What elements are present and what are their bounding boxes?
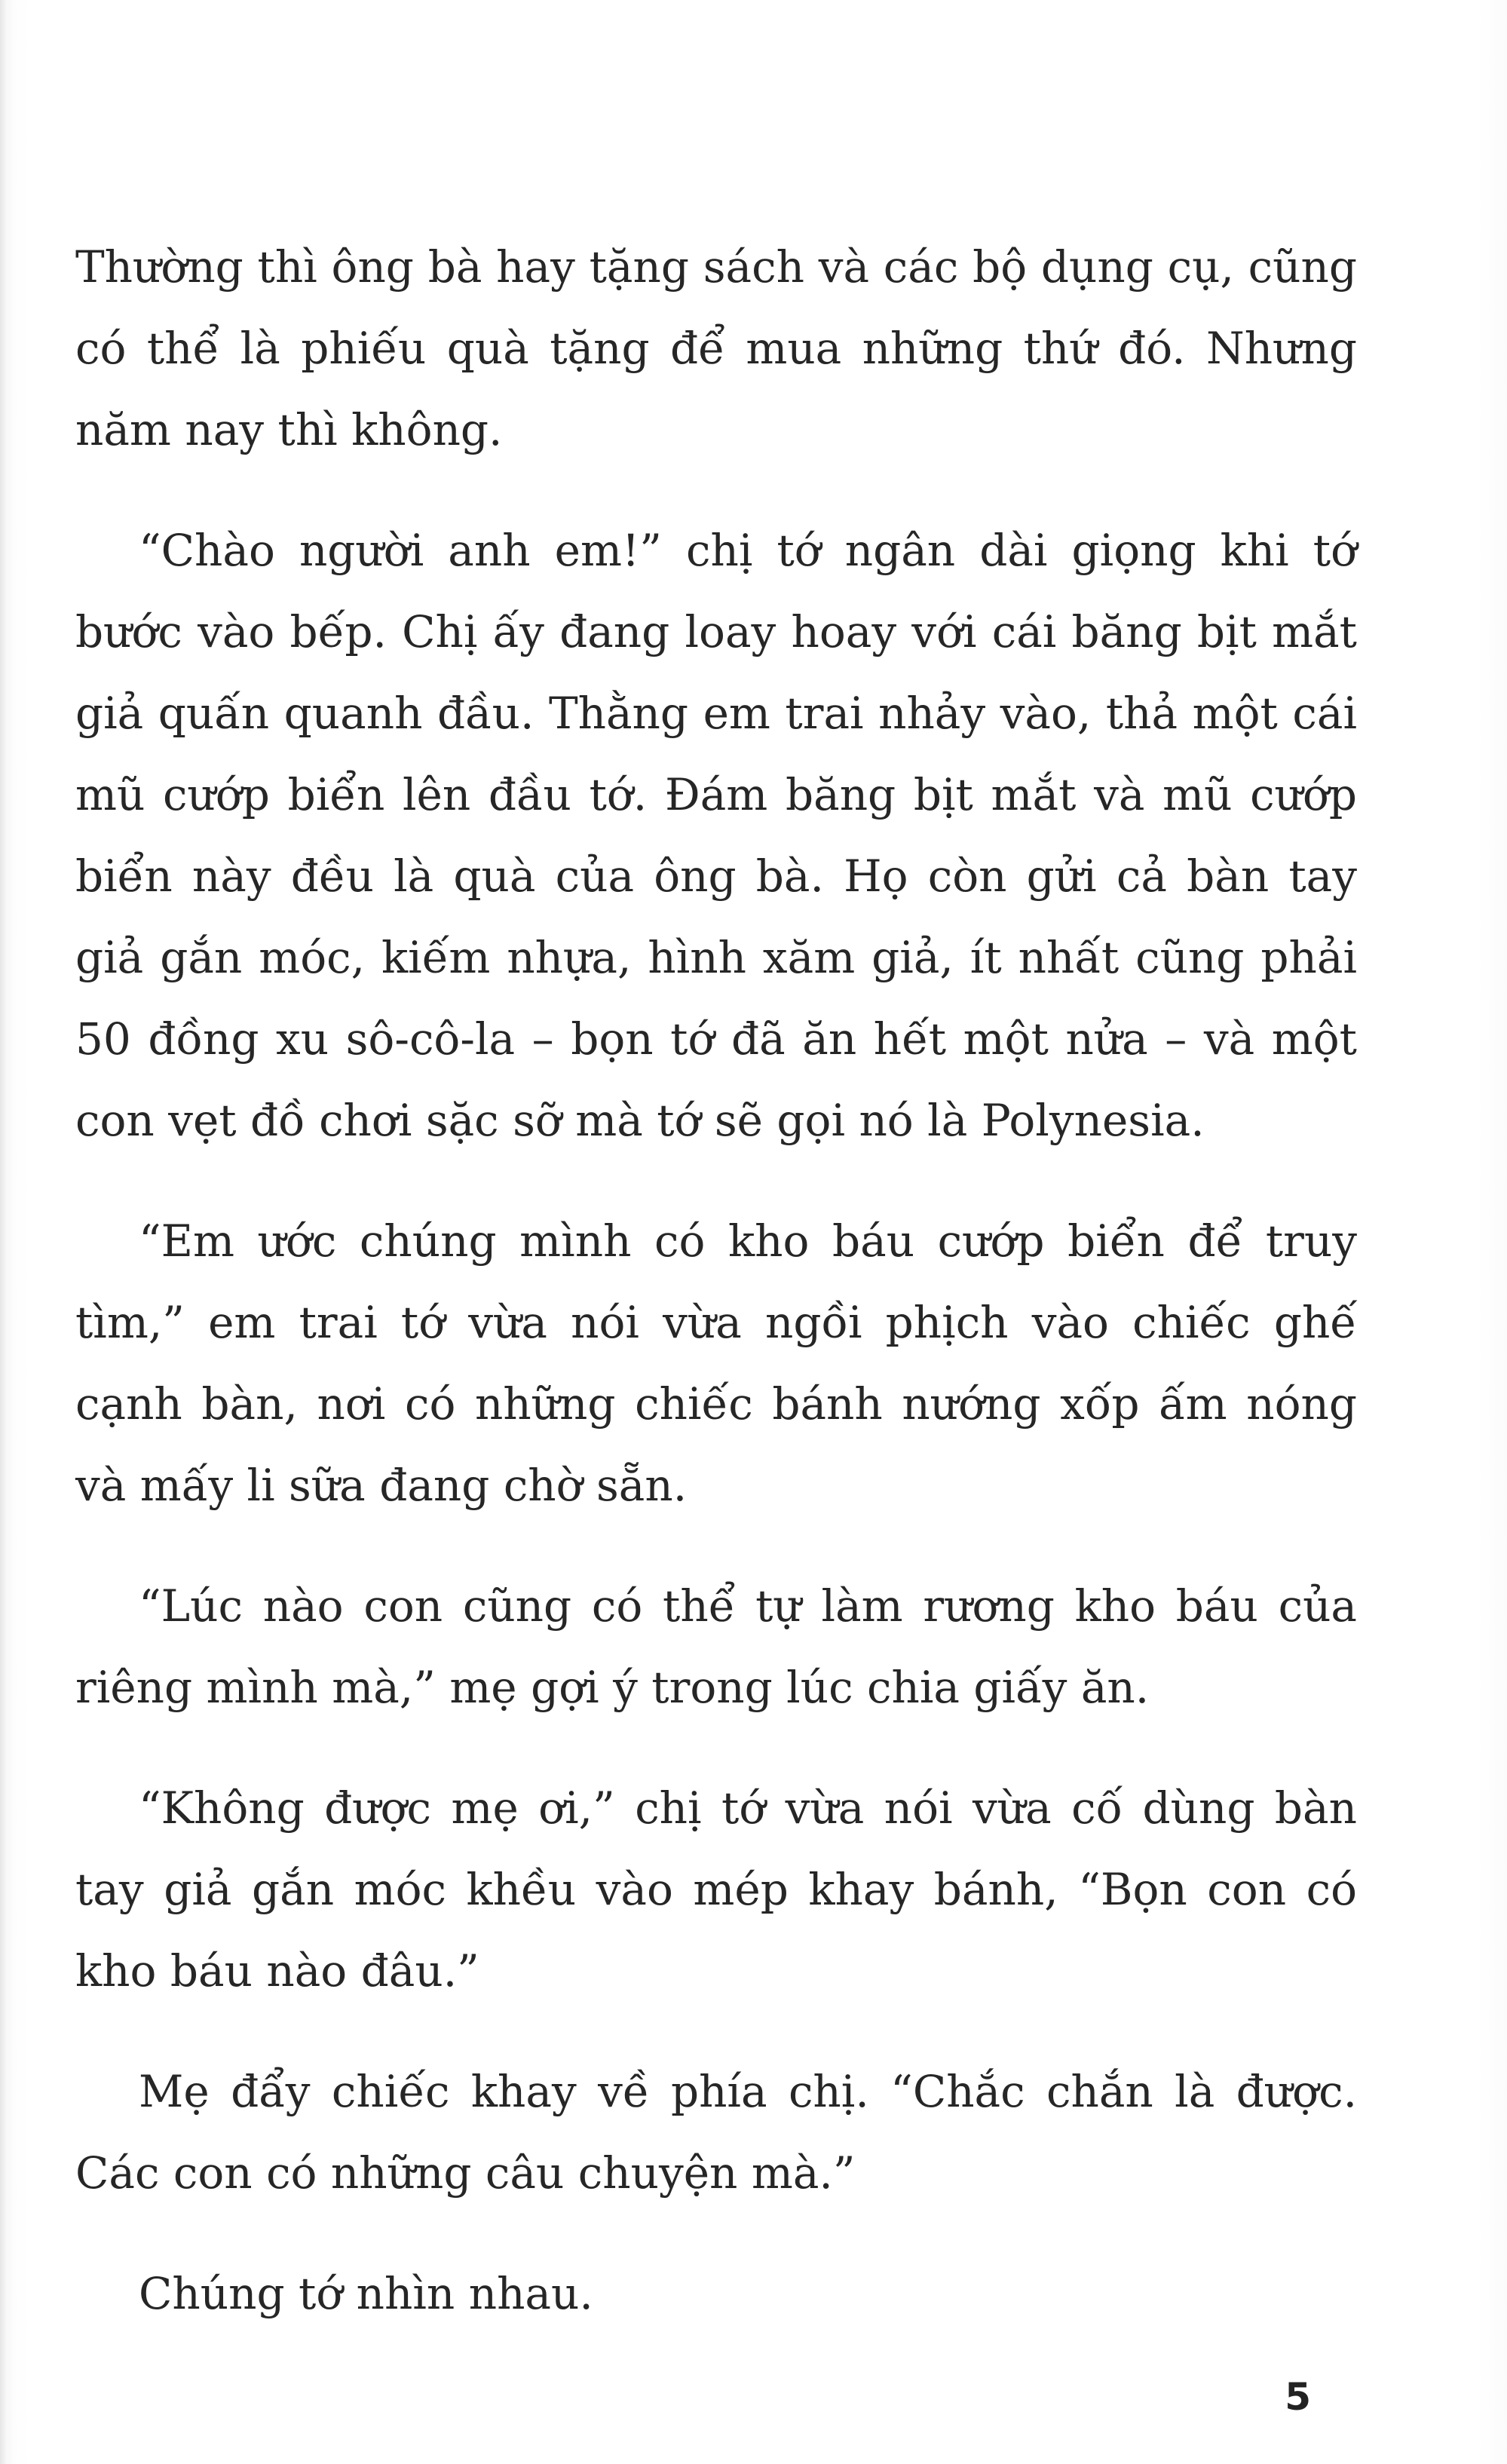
- paragraph-3: “Em ước chúng mình có kho báu cướp biển để truy tìm,” em trai tớ vừa nói vừa ngồi phịch vào chiếc ghế cạnh bàn, nơi có những chiếc bánh nướng xốp ấm nóng và mấy li sữa đang chờ sẵn.: [75, 1215, 1357, 1511]
- paragraph-1: Thường thì ông bà hay tặng sách và các bộ dụng cụ, cũng có thể là phiếu quà tặng để mua những thứ đó. Nhưng năm nay thì không.: [75, 241, 1357, 455]
- paragraph-5: “Không được mẹ ơi,” chị tớ vừa nói vừa cố dùng bàn tay giả gắn móc khều vào mép khay bánh, “Bọn con có kho báu nào đâu.”: [75, 1782, 1357, 1997]
- paragraph-2: “Chào người anh em!” chị tớ ngân dài giọng khi tớ bước vào bếp. Chị ấy đang loay hoay với cái băng bịt mắt giả quấn quanh đầu. Thằng em trai nhảy vào, thả một cái mũ cướp biển lên đầu tớ. Đám băng bịt mắt và mũ cướp biển này đều là quà của ông bà. Họ còn gửi cả bàn tay giả gắn móc, kiếm nhựa, hình xăm giả, ít nhất cũng phải 50 đồng xu sô-cô-la – bọn tớ đã ăn hết một nửa – và một con vẹt đồ chơi sặc sỡ mà tớ sẽ gọi nó là Polynesia.: [75, 525, 1357, 1146]
- paragraph-6: Mẹ đẩy chiếc khay về phía chị. “Chắc chắn là được. Các con có những câu chuyện mà.”: [75, 2066, 1357, 2199]
- paragraph-4: “Lúc nào con cũng có thể tự làm rương kho báu của riêng mình mà,” mẹ gợi ý trong lúc chia giấy ăn.: [75, 1580, 1357, 1713]
- page-number: 5: [1285, 2375, 1311, 2419]
- paragraph-7: Chúng tớ nhìn nhau.: [139, 2268, 593, 2319]
- page-edge-shadow: [0, 0, 8, 2464]
- body-text: [75, 226, 1357, 2374]
